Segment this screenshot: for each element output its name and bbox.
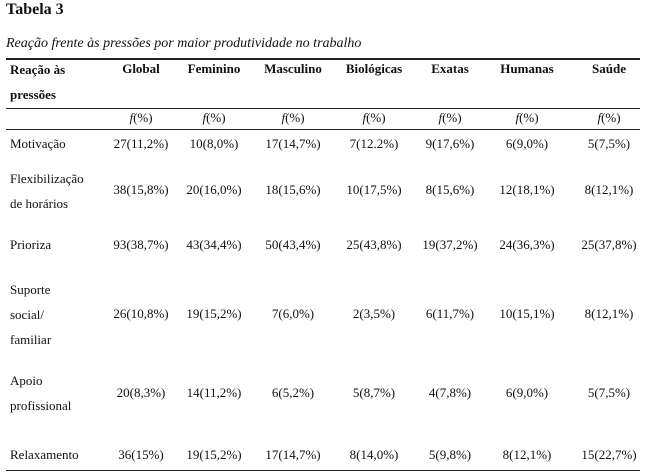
column-header-exatas: Exatas [431,61,469,76]
row-label-line: social/ [10,307,44,322]
column-header-humanas: Humanas [500,61,554,76]
row-label-line: profissional [10,398,72,413]
table-cell: 17(14,7%) [265,447,321,462]
table-cell: 5(8,7%) [352,385,396,400]
bottom-rule [6,470,640,471]
table-cell: 38(15,8%) [113,182,169,197]
column-header-saúde: Saúde [592,61,626,76]
subheader-masculino: f(%) [281,110,305,125]
table-cell: 19(15,2%) [186,306,242,321]
table-cell: 6(9,0%) [505,136,549,151]
table-cell: 10(8,0%) [189,136,239,151]
table-cell: 9(17,6%) [425,136,475,151]
column-header-global: Global [122,61,160,76]
stub-header-line-2: pressões [10,87,56,102]
row-label-line: Flexibilização [10,171,84,186]
row-label-line: de horários [10,196,69,211]
table-cell: 2(3,5%) [352,306,396,321]
table-cell: 17(14,7%) [265,136,321,151]
table-cell: 26(10,8%) [113,306,169,321]
subheader-saúde: f(%) [597,110,621,125]
table-cell: 19(15,2%) [186,447,242,462]
subheader-biológicas: f(%) [362,110,386,125]
stub-header-line-1: Reação às [10,62,66,77]
table-cell: 4(7,8%) [428,385,472,400]
column-header-biológicas: Biológicas [345,61,403,76]
table-cell: 6(11,7%) [425,306,475,321]
subheader-global: f(%) [129,110,153,125]
column-header-masculino: Masculino [264,61,322,76]
table-cell: 18(15,6%) [265,182,321,197]
table-cell: 50(43,4%) [265,237,321,252]
subheader-exatas: f(%) [438,110,462,125]
table-cell: 93(38,7%) [113,237,169,252]
table-cell: 10(15,1%) [499,306,555,321]
table-cell: 24(36,3%) [499,237,555,252]
table-cell: 8(14,0%) [349,447,399,462]
row-label-line: Suporte [10,282,51,297]
table-cell: 6(9,0%) [505,385,549,400]
table-cell: 14(11,2%) [186,385,242,400]
table-caption: Reação frente às pressões por maior produtividade no trabalho [6,36,362,51]
table-cell: 8(12,1%) [502,447,552,462]
table-cell: 20(16,0%) [186,182,242,197]
row-label-line: Motivação [10,136,66,151]
table-cell: 43(34,4%) [186,237,242,252]
row-label-line: Relaxamento [10,447,79,462]
table-cell: 8(15,6%) [425,182,475,197]
table-cell: 20(8,3%) [116,385,166,400]
subheader-humanas: f(%) [515,110,539,125]
table-cell: 7(12.2%) [349,136,399,151]
table-cell: 25(37,8%) [581,237,637,252]
table-cell: 19(37,2%) [422,237,478,252]
table-title: Tabela 3 [6,1,64,18]
table-cell: 5(7,5%) [587,385,631,400]
table-cell: 6(5,2%) [271,385,315,400]
table-cell: 8(12,1%) [584,182,634,197]
table-cell: 12(18,1%) [499,182,555,197]
table-cell: 10(17,5%) [346,182,402,197]
table-cell: 15(22,7%) [581,447,637,462]
row-label-line: Apoio [10,373,43,388]
table-cell: 27(11,2%) [113,136,169,151]
column-header-feminino: Feminino [187,61,241,76]
table-cell: 5(7,5%) [587,136,631,151]
table-cell: 7(6,0%) [271,306,315,321]
table-cell: 5(9,8%) [428,447,472,462]
row-label-line: familiar [10,332,52,347]
subheader-feminino: f(%) [202,110,226,125]
table-cell: 8(12,1%) [584,306,634,321]
table-cell: 36(15%) [118,447,164,462]
row-label-line: Prioriza [10,237,52,252]
table-cell: 25(43,8%) [346,237,402,252]
